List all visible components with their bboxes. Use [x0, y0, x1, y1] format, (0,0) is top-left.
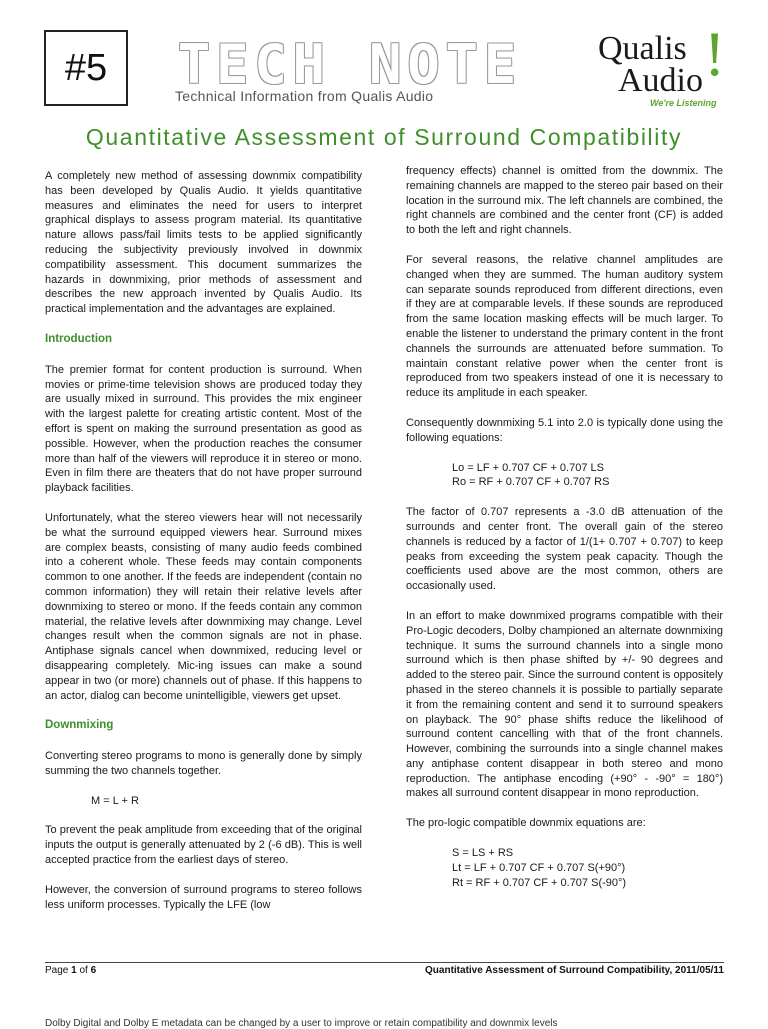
- section-heading-introduction: Introduction: [45, 332, 113, 345]
- tech-note-letter: H: [292, 32, 325, 96]
- tech-note-number-badge: [44, 30, 128, 106]
- logo-tagline: We're Listening: [650, 98, 717, 108]
- next-page-text: Dolby Digital and Dolby E metadata can be changed by a user to improve or retain compatibility and downmix levels: [45, 1018, 558, 1029]
- badge-text: #5: [64, 46, 108, 89]
- page-current: 1: [71, 965, 77, 976]
- tech-note-letter: N: [368, 32, 402, 96]
- tech-note-letter: E: [215, 32, 249, 96]
- tech-note-letter: T: [445, 32, 478, 96]
- right-column: [406, 164, 723, 905]
- body-paragraph: The premier format for content production is surround. When movies or prime-time television shows are produced today they are usually mixed in surround. This provides the mix engineer with the largest palette for creating artistic content. Most of the effort is spent on making the surround presentation as good as possible. However, when the production reaches the consumer more than half of the viewers will reproduce it in stereo or mono. Even in film there are theaters that do not have proper surround playback facilities.: [45, 363, 362, 495]
- logo-qualis-text: Qualis: [598, 30, 687, 67]
- equation-line: Lt = LF + 0.707 CF + 0.707 S(+90°): [452, 861, 626, 874]
- body-paragraph: To prevent the peak amplitude from exceeding that of the original inputs the output is generally attenuated by 2 (-6 dB). This is well accepted practice from the earliest days of stereo.: [45, 824, 362, 867]
- tech-note-letter: T: [177, 32, 211, 96]
- body-paragraph: The pro-logic compatible downmix equations are:: [406, 817, 646, 830]
- section-heading-downmixing: Downmixing: [45, 719, 114, 732]
- body-paragraph: However, the conversion of surround programs to stereo follows less uniform processes. Typically the LFE (low: [45, 883, 362, 911]
- tech-note-letter: O: [407, 32, 440, 96]
- footer-divider: [45, 962, 724, 963]
- equation-line: Lo = LF + 0.707 CF + 0.707 LS: [452, 461, 604, 474]
- page-of: of: [76, 965, 91, 976]
- page-prefix: Page: [45, 965, 72, 976]
- equation-line: Ro = RF + 0.707 CF + 0.707 RS: [452, 476, 610, 489]
- logo-exclamation-icon: !: [704, 18, 726, 89]
- equation-line: S = LS + RS: [452, 847, 514, 860]
- tech-note-heading: [177, 32, 517, 96]
- tech-note-letter: E: [483, 32, 517, 96]
- left-column: [45, 169, 362, 927]
- page-total: 6: [90, 965, 97, 976]
- document-title: Quantitative Assessment of Surround Compatibility: [85, 124, 683, 150]
- header-subtitle: Technical Information from Qualis Audio: [175, 88, 434, 104]
- tech-note-letter: C: [254, 32, 287, 96]
- body-paragraph: Unfortunately, what the stereo viewers hear will not necessarily be what the surround equipped viewers hear. Surround mixes are complex beasts, consisting of many audio feeds combined into a coherent whole. These feeds may contain components common to one another. If the feeds are independent (contain no common information) they will retain their relative levels after downmixing to stereo or mono. If the feeds contain any common material, the relative levels after downmixing may change. Level changes result when the common signals are not in phase. Antiphase signals cancel when downmixed, reducing level or disappearing completely. Mic-ing issues can make a sound appear in two (or more) channels out of phase. If this happens to an actor, dialog can become unintelligible, viewers get upset.: [45, 511, 362, 702]
- equation-line: Rt = RF + 0.707 CF + 0.707 S(-90°): [452, 876, 627, 889]
- qualis-audio-logo: [598, 18, 726, 110]
- equation-line: M = L + R: [91, 794, 139, 807]
- body-paragraph: Consequently downmixing 5.1 into 2.0 is typically done using the following equations:: [406, 416, 723, 444]
- abstract-paragraph: A completely new method of assessing downmix compatibility has been developed by Qualis Audio. It yields quantitative measures and eliminates the need for users to interpret graphical displays to assess program material. Its quantitative nature allows pass/fail limits tests to be applied significantly reducing the subjectivity previously involved in downmix compatibility assessment. This document summarizes the hazards in downmixing, prior methods of assessment and describes the new approach invented by Qualis Audio. Its practical implementation and the advantages are explained.: [45, 170, 362, 316]
- equation-block-prologic: [406, 846, 723, 890]
- body-paragraph: In an effort to make downmixed programs compatible with their Pro-Logic decoders, Dolby championed an alternate downmixing technique. It sums the surround channels into a single mono surround which is then phase shifted by +/- 90 degrees and added to the stereo pair. Since the surround content is oppositely phased in the stereo channels it is possible to partially separate it from the remaining content and send it to surround speakers on playback. The 90° phase shifts reduce the likelihood of surround content cancelling with that of the front channels. However, combining the surrounds into a single channel makes any antiphase content disappear in both stereo and mono reproduction. The antiphase encoding (+90° - -90° = 180°) makes all surround content disappear in mono reproduction.: [406, 609, 723, 800]
- body-paragraph: frequency effects) channel is omitted from the downmix. The remaining channels are mapped to the stereo pair based on their location in the surround mix. The left channels are combined, the right channels are combined and the center front (CF) is added to both the left and right channels.: [406, 165, 723, 237]
- body-paragraph: Converting stereo programs to mono is generally done by simply summing the two channels together.: [45, 750, 362, 777]
- equation-block-stereo: [406, 461, 723, 491]
- body-paragraph: For several reasons, the relative channel amplitudes are changed when they are summed. The human auditory system can separate sounds reproduced from different directions, even if they are at comparable levels. If these sounds are reproduced from the same location masking effects will be much larger. To enable the listener to understand the primary content in the front channels the surrounds are attenuated before summation. To maintain constant relative power when the center front is reproduced from two speakers instead of one it is necessary to reduce its amplitude in each speaker.: [406, 253, 723, 400]
- footer-document-info: Quantitative Assessment of Surround Compatibility, 2011/05/11: [425, 965, 724, 976]
- equation-mono: [45, 794, 362, 809]
- logo-audio-text: Audio: [618, 62, 703, 99]
- page-number: [45, 965, 96, 976]
- body-paragraph: The factor of 0.707 represents a -3.0 dB attenuation of the surrounds and center front. The overall gain of the stereo channels is reduced by a factor of 1/(1+ 0.707 + 0.707) to keep peaks from exceeding the system peak capacity. Though the coefficients used above are the most common, others are occasionally used.: [406, 506, 723, 593]
